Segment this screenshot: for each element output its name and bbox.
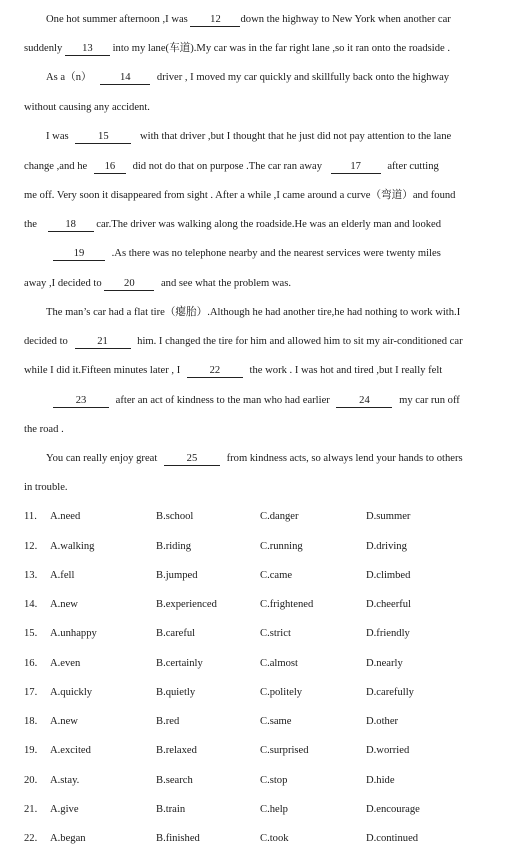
passage-text: the — [24, 219, 37, 230]
passage-line — [24, 189, 490, 203]
passage-text: You can really enjoy great — [46, 453, 158, 464]
passage-text: after cutting — [387, 161, 439, 172]
passage-text: while I did it.Fifteen minutes later , I — [24, 365, 181, 376]
option-b[interactable]: B.quietly — [156, 687, 196, 698]
option-d[interactable]: D.driving — [366, 541, 407, 552]
question-row — [24, 627, 494, 641]
passage-text: into my lane(车道).My car was in the far right lane ,so it ran onto the roadside . — [112, 43, 451, 54]
passage-text: and see what the problem was. — [160, 278, 291, 289]
option-a[interactable]: A.even — [50, 658, 81, 669]
option-a[interactable]: A.new — [50, 716, 78, 727]
passage-text: decided to — [24, 336, 68, 347]
question-number: 21. — [24, 804, 38, 815]
question-number: 18. — [24, 716, 38, 727]
passage-line — [24, 335, 490, 349]
option-c[interactable]: C.same — [260, 716, 292, 727]
option-d[interactable]: D.climbed — [366, 570, 411, 581]
question-row — [24, 744, 494, 758]
passage-line — [24, 364, 490, 378]
option-b[interactable]: B.school — [156, 511, 194, 522]
question-row — [24, 657, 494, 671]
option-c[interactable]: C.politely — [260, 687, 303, 698]
passage-line — [46, 452, 490, 466]
passage-text: the work . I was hot and tired ,but I really felt — [249, 365, 443, 376]
passage-text: As a（n） — [46, 72, 92, 83]
option-b[interactable]: B.red — [156, 716, 180, 727]
blank-17: 17 — [331, 161, 381, 174]
passage-line — [24, 160, 490, 174]
blank-23: 23 — [53, 395, 109, 408]
passage-text: my car run off — [399, 395, 460, 406]
question-number: 15. — [24, 628, 38, 639]
option-a[interactable]: A.stay. — [50, 775, 80, 786]
blank-19: 19 — [53, 248, 105, 261]
option-b[interactable]: B.relaxed — [156, 745, 197, 756]
option-d[interactable]: D.hide — [366, 775, 395, 786]
passage-text: with that driver ,but I thought that he just did not pay attention to the lane — [139, 131, 452, 142]
passage-line — [24, 277, 490, 291]
blank-13: 13 — [65, 43, 110, 56]
option-c[interactable]: C.danger — [260, 511, 299, 522]
passage-text: driver , I moved my car quickly and skillfully back onto the highway — [156, 72, 450, 83]
blank-22: 22 — [187, 365, 243, 378]
passage-text: the road . — [24, 424, 64, 435]
question-row — [24, 598, 494, 612]
option-a[interactable]: A.fell — [50, 570, 75, 581]
option-b[interactable]: B.riding — [156, 541, 192, 552]
passage-line — [46, 130, 490, 144]
option-a[interactable]: A.new — [50, 599, 78, 610]
option-c[interactable]: C.frightened — [260, 599, 314, 610]
passage-line — [46, 306, 490, 320]
passage-text: I was — [46, 131, 69, 142]
blank-15: 15 — [75, 131, 131, 144]
option-a[interactable]: A.began — [50, 833, 86, 844]
option-a[interactable]: A.walking — [50, 541, 95, 552]
passage-line — [24, 423, 490, 437]
passage-text: .As there was no telephone nearby and the nearest services were twenty miles — [111, 248, 441, 259]
question-number: 22. — [24, 833, 38, 844]
passage-text: suddenly — [24, 43, 63, 54]
passage-text: after an act of kindness to the man who had earlier — [115, 395, 330, 406]
option-d[interactable]: D.summer — [366, 511, 411, 522]
blank-16: 16 — [94, 161, 126, 174]
option-d[interactable]: D.nearly — [366, 658, 403, 669]
passage-text: from kindness acts, so always lend your hands to others — [226, 453, 463, 464]
passage-line — [53, 394, 490, 408]
passage-line — [46, 13, 490, 27]
passage-line — [46, 71, 490, 85]
question-row — [24, 803, 494, 817]
passage-line — [24, 218, 490, 232]
option-b[interactable]: B.search — [156, 775, 193, 786]
option-d[interactable]: D.worried — [366, 745, 410, 756]
option-a[interactable]: A.quickly — [50, 687, 93, 698]
question-row — [24, 569, 494, 583]
option-d[interactable]: D.cheerful — [366, 599, 411, 610]
passage-text: in trouble. — [24, 482, 68, 493]
question-number: 11. — [24, 511, 37, 522]
question-number: 13. — [24, 570, 38, 581]
option-c[interactable]: C.surprised — [260, 745, 309, 756]
option-c[interactable]: C.strict — [260, 628, 291, 639]
passage-line — [24, 42, 490, 56]
question-row — [24, 715, 494, 729]
blank-25: 25 — [164, 453, 220, 466]
passage-line — [53, 247, 490, 261]
option-c[interactable]: C.help — [260, 804, 288, 815]
option-b[interactable]: B.certainly — [156, 658, 203, 669]
option-b[interactable]: B.experienced — [156, 599, 217, 610]
option-b[interactable]: B.finished — [156, 833, 200, 844]
passage-text: down the highway to New York when another car — [240, 14, 451, 25]
blank-12: 12 — [190, 14, 240, 27]
option-a[interactable]: A.unhappy — [50, 628, 97, 639]
blank-14: 14 — [100, 72, 150, 85]
passage-line — [24, 101, 490, 115]
option-d[interactable]: D.friendly — [366, 628, 410, 639]
option-d[interactable]: D.other — [366, 716, 399, 727]
blank-20: 20 — [104, 278, 154, 291]
passage-text: away ,I decided to — [24, 278, 102, 289]
option-b[interactable]: B.train — [156, 804, 186, 815]
passage-text: One hot summer afternoon ,I was — [46, 14, 188, 25]
option-a[interactable]: A.need — [50, 511, 81, 522]
option-c[interactable]: C.took — [260, 833, 289, 844]
question-row — [24, 832, 494, 846]
blank-18: 18 — [48, 219, 94, 232]
passage-text: car.The driver was walking along the roadside.He was an elderly man and looked — [96, 219, 442, 230]
option-d[interactable]: D.encourage — [366, 804, 420, 815]
question-row — [24, 510, 494, 524]
option-c[interactable]: C.almost — [260, 658, 298, 669]
option-c[interactable]: C.stop — [260, 775, 288, 786]
option-d[interactable]: D.continued — [366, 833, 419, 844]
blank-24: 24 — [336, 395, 392, 408]
question-number: 12. — [24, 541, 38, 552]
question-number: 19. — [24, 745, 38, 756]
passage-text: me off. Very soon it disappeared from sight . After a while ,I came around a curve（弯道）and found — [24, 190, 456, 201]
passage-text: The man’s car had a flat tire（瘪胎）.Although he had another tire,he had nothing to work with.I — [46, 307, 461, 318]
question-row — [24, 540, 494, 554]
question-row — [24, 774, 494, 788]
question-number: 16. — [24, 658, 38, 669]
question-number: 14. — [24, 599, 38, 610]
question-number: 20. — [24, 775, 38, 786]
option-c[interactable]: C.running — [260, 541, 303, 552]
option-b[interactable]: B.jumped — [156, 570, 198, 581]
passage-text: did not do that on purpose .The car ran away — [132, 161, 323, 172]
option-a[interactable]: A.excited — [50, 745, 91, 756]
blank-21: 21 — [75, 336, 131, 349]
passage-text: him. I changed the tire for him and allowed him to sit my air-conditioned car — [137, 336, 463, 347]
question-row — [24, 686, 494, 700]
option-a[interactable]: A.give — [50, 804, 79, 815]
option-d[interactable]: D.carefully — [366, 687, 414, 698]
question-number: 17. — [24, 687, 38, 698]
passage-text: change ,and he — [24, 161, 88, 172]
option-b[interactable]: B.careful — [156, 628, 196, 639]
passage-line — [24, 481, 490, 495]
passage-text: without causing any accident. — [24, 102, 150, 113]
option-c[interactable]: C.came — [260, 570, 293, 581]
